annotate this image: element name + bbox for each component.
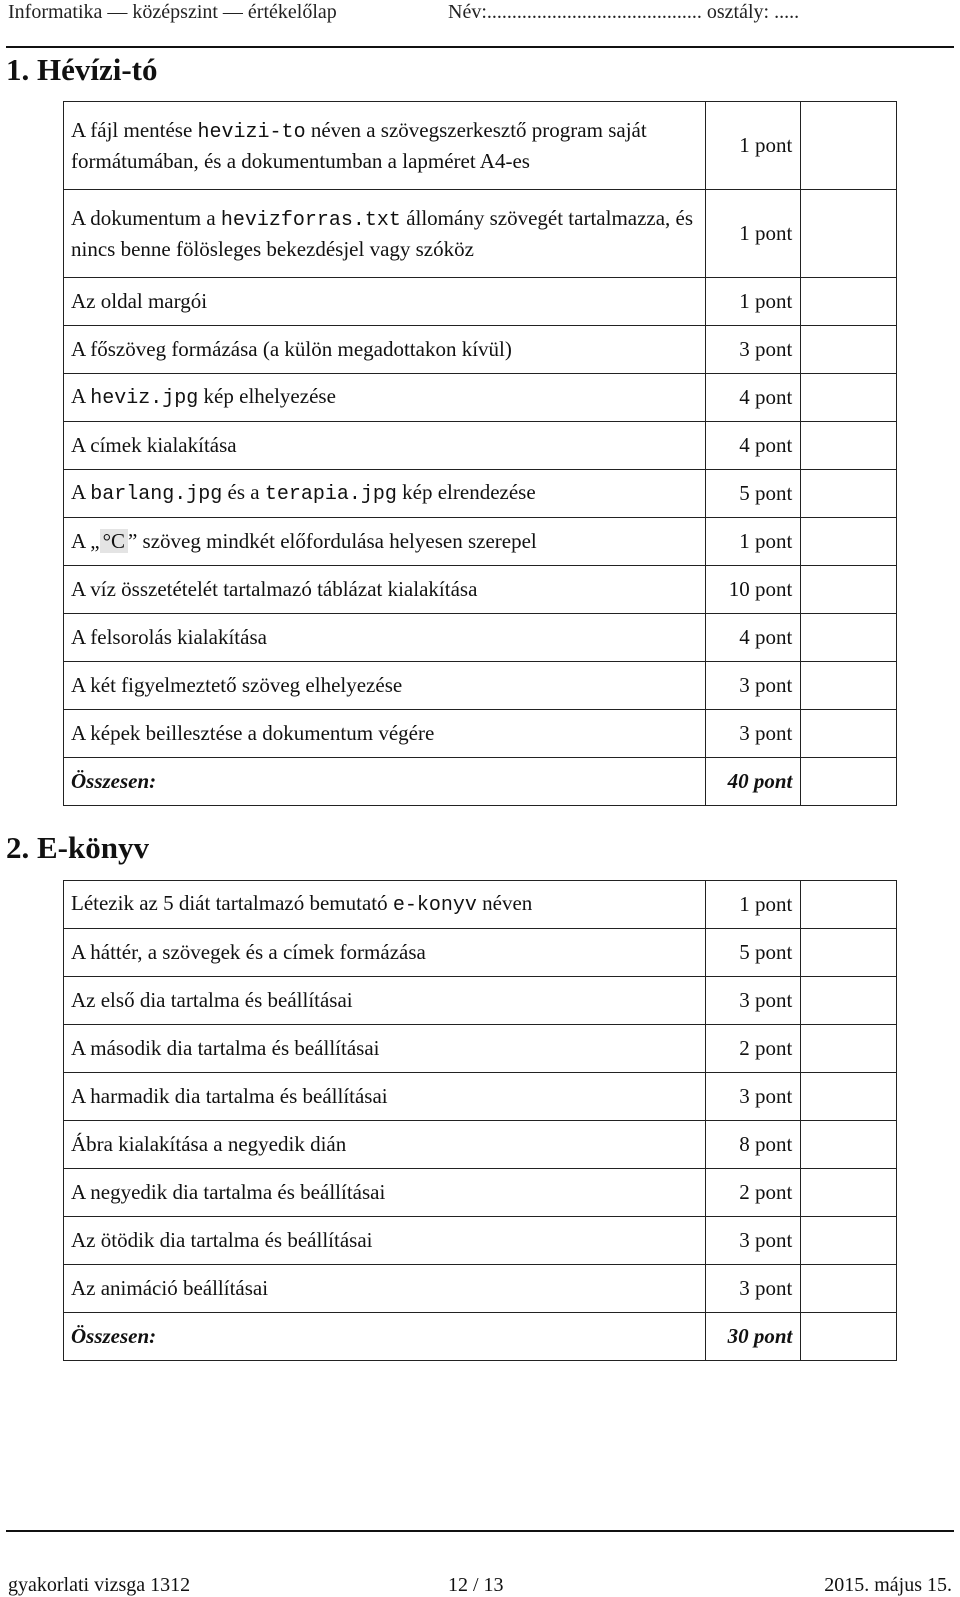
table-row [64,710,897,758]
criterion-text: Az animáció beállításai [64,1265,706,1313]
filename-code: hevizforras.txt [220,209,401,232]
header-subject: Informatika — középszint — értékelőlap [8,1,337,23]
criterion-points: 3 pont [705,1265,801,1313]
score-entry-cell [801,1265,897,1313]
criterion-text: A fájl mentése hevizi-to néven a szövegszerkesztő program saját formátumában, és a dokumentumban a lapméret A4-es [64,102,706,190]
footer-divider [6,1530,954,1532]
page-header [8,0,952,26]
score-entry-cell [801,758,897,806]
criterion-text: A képek beillesztése a dokumentum végére [64,710,706,758]
table-row [64,1217,897,1265]
score-entry-cell [801,566,897,614]
table-row [64,470,897,518]
score-entry-cell [801,1121,897,1169]
highlighted-text: °C [100,529,128,553]
score-entry-cell [801,662,897,710]
header-divider [6,46,954,48]
table-row [64,102,897,190]
criterion-points: 3 pont [705,977,801,1025]
total-row [64,1313,897,1361]
filename-code: hevizi-to [197,121,306,144]
total-label: Összesen: [64,1313,706,1361]
criterion-points: 3 pont [705,662,801,710]
criterion-points: 1 pont [705,881,801,929]
total-row [64,758,897,806]
filename-code: terapia.jpg [264,483,397,506]
score-entry-cell [801,881,897,929]
criterion-text: Létezik az 5 diát tartalmazó bemutató e-konyv néven [64,881,706,929]
score-entry-cell [801,102,897,190]
criterion-text: A „ °C ” szöveg mindkét előfordulása helyesen szerepel [64,518,706,566]
criterion-points: 2 pont [705,1025,801,1073]
criterion-points: 5 pont [705,929,801,977]
score-entry-cell [801,929,897,977]
score-entry-cell [801,518,897,566]
section-2-score-table [63,880,897,1361]
criterion-points: 4 pont [705,422,801,470]
table-row [64,1121,897,1169]
criterion-points: 3 pont [705,1217,801,1265]
criterion-text: A két figyelmeztető szöveg elhelyezése [64,662,706,710]
score-entry-cell [801,470,897,518]
filename-code: barlang.jpg [90,483,223,506]
criterion-points: 2 pont [705,1169,801,1217]
score-entry-cell [801,1025,897,1073]
table-row [64,566,897,614]
table-row [64,422,897,470]
criterion-text: A negyedik dia tartalma és beállításai [64,1169,706,1217]
score-entry-cell [801,278,897,326]
criterion-points: 4 pont [705,614,801,662]
criterion-text: Az ötödik dia tartalma és beállításai [64,1217,706,1265]
score-entry-cell [801,977,897,1025]
filename-code: heviz.jpg [90,387,199,410]
table-row [64,614,897,662]
criterion-text: A dokumentum a hevizforras.txt állomány szövegét tartalmazza, és nincs benne fölösleges bekezdésjel vagy szóköz [64,190,706,278]
criterion-text: A második dia tartalma és beállításai [64,1025,706,1073]
score-entry-cell [801,1313,897,1361]
criterion-points: 1 pont [705,190,801,278]
total-points: 30 pont [705,1313,801,1361]
criterion-text: A főszöveg formázása (a külön megadottakon kívül) [64,326,706,374]
header-name-class-field: Név:........................................... osztály: ..... [448,1,800,23]
criterion-text: A felsorolás kialakítása [64,614,706,662]
criterion-points: 3 pont [705,710,801,758]
table-row [64,1265,897,1313]
table-row [64,929,897,977]
table-row [64,374,897,422]
criterion-text: Az első dia tartalma és beállításai [64,977,706,1025]
score-entry-cell [801,614,897,662]
criterion-text: A háttér, a szövegek és a címek formázása [64,929,706,977]
table-row [64,1025,897,1073]
page-footer [8,1573,952,1597]
table-row [64,881,897,929]
table-row [64,326,897,374]
criterion-points: 4 pont [705,374,801,422]
section-2-title: 2. E-könyv [6,830,149,865]
criterion-points: 1 pont [705,278,801,326]
exam-code: gyakorlati vizsga 1312 [8,1574,191,1596]
score-entry-cell [801,1217,897,1265]
criterion-points: 1 pont [705,518,801,566]
criterion-text: A barlang.jpg és a terapia.jpg kép elrendezése [64,470,706,518]
page-number: 12 / 13 [448,1574,504,1596]
score-entry-cell [801,190,897,278]
criterion-points: 10 pont [705,566,801,614]
total-points: 40 pont [705,758,801,806]
table-row [64,278,897,326]
score-entry-cell [801,710,897,758]
table-row [64,662,897,710]
total-label: Összesen: [64,758,706,806]
exam-date: 2015. május 15. [824,1574,952,1596]
filename-code: e-konyv [392,894,477,917]
criterion-points: 3 pont [705,326,801,374]
criterion-points: 5 pont [705,470,801,518]
score-entry-cell [801,422,897,470]
criterion-points: 1 pont [705,102,801,190]
criterion-text: A címek kialakítása [64,422,706,470]
section-1-title: 1. Hévízi-tó [6,52,158,87]
table-row [64,1169,897,1217]
criterion-text: A heviz.jpg kép elhelyezése [64,374,706,422]
score-entry-cell [801,326,897,374]
criterion-text: Ábra kialakítása a negyedik dián [64,1121,706,1169]
criterion-text: Az oldal margói [64,278,706,326]
section-1-score-table [63,101,897,806]
table-row [64,977,897,1025]
criterion-text: A víz összetételét tartalmazó táblázat kialakítása [64,566,706,614]
score-entry-cell [801,1169,897,1217]
table-row [64,1073,897,1121]
score-entry-cell [801,1073,897,1121]
score-entry-cell [801,374,897,422]
table-row [64,518,897,566]
criterion-text: A harmadik dia tartalma és beállításai [64,1073,706,1121]
criterion-points: 3 pont [705,1073,801,1121]
criterion-points: 8 pont [705,1121,801,1169]
table-row [64,190,897,278]
